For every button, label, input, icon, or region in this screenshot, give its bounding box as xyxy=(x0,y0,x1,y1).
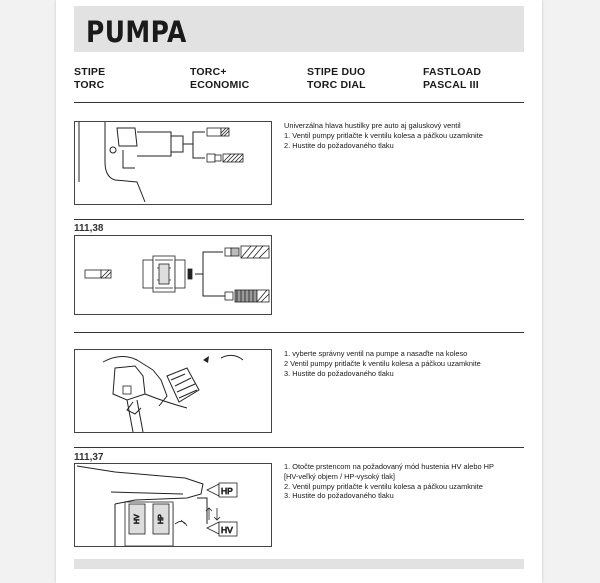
hp-ring-label: HP xyxy=(158,514,165,524)
model-group-3 xyxy=(307,66,366,91)
mode-ring-diagram xyxy=(74,463,272,547)
divider xyxy=(74,332,524,333)
manual-page xyxy=(56,0,542,583)
divider xyxy=(74,102,524,103)
hv-ring-label: HV xyxy=(134,514,141,524)
pump-head-diagram xyxy=(74,121,272,205)
instruction-line: 1. vyberte správny ventil na pumpe a nasaďte na koleso xyxy=(284,349,468,358)
valve-select-diagram xyxy=(74,349,272,433)
model-name: TORC+ xyxy=(190,66,227,78)
instruction-line: 3. Hustite do požadovaného tlaku xyxy=(284,368,394,378)
model-name: PASCAL III xyxy=(423,78,479,91)
divider xyxy=(74,447,524,448)
divider xyxy=(74,219,524,220)
instruction-line: 2 Ventil pumpy pritlačte k ventilu kolesa a páčkou uzamknite xyxy=(284,358,481,368)
model-group-1 xyxy=(74,66,105,91)
instructions-block xyxy=(284,121,483,150)
instruction-line: Univerzálna hlava hustilky pre auto aj galuskový ventil xyxy=(284,121,461,130)
model-group-2 xyxy=(190,66,249,91)
hp-mode-label: HP xyxy=(221,486,233,496)
model-name: STIPE xyxy=(74,66,106,78)
model-name: FASTLOAD xyxy=(423,66,482,78)
model-group-4 xyxy=(423,66,481,91)
model-name: STIPE DUO xyxy=(307,66,366,78)
instruction-line: [HV-veľký objem / HP-vysoký tlak] xyxy=(284,471,395,481)
brand-title: PUMPA xyxy=(86,15,187,49)
adapter-diagram xyxy=(74,235,272,315)
instruction-line: 1. Ventil pumpy pritlačte k ventilu kolesa a páčkou uzamknite xyxy=(284,130,483,140)
instructions-block xyxy=(284,349,481,378)
section-code: 111,38 xyxy=(74,223,104,234)
header-band xyxy=(74,6,524,52)
instruction-line: 1. Otočte prstencom na požadovaný mód hustenia HV alebo HP xyxy=(284,462,494,471)
model-name: TORC DIAL xyxy=(307,78,366,91)
instruction-line: 2. Hustite do požadovaného tlaku xyxy=(284,140,394,150)
instructions-block xyxy=(284,462,494,501)
model-name: ECONOMIC xyxy=(190,78,250,91)
instruction-line: 3. Hustite do požadovaného tlaku xyxy=(284,491,394,501)
footer-band xyxy=(74,559,524,569)
hv-mode-label: HV xyxy=(221,525,233,535)
instruction-line: 2. Ventil pumpy pritlačte k ventilu kolesa a páčkou uzamknite xyxy=(284,481,483,491)
section-code: 111,37 xyxy=(74,452,104,463)
model-name: TORC xyxy=(74,78,105,91)
